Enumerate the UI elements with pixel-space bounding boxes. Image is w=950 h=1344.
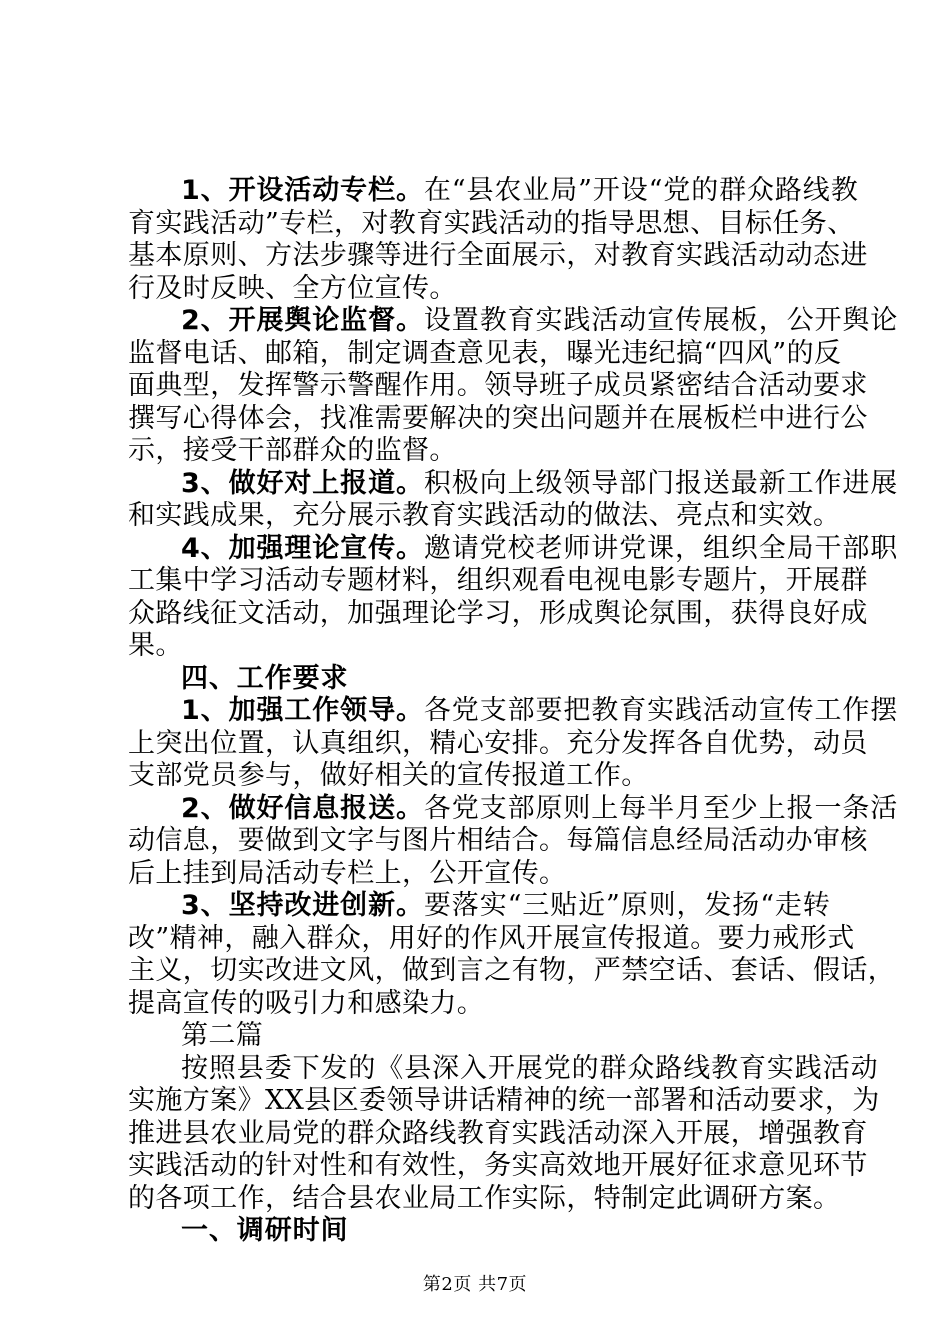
paragraph-line: 提高宣传的吸引力和感染力。: [128, 987, 485, 1019]
paragraph-line: 面典型，发挥警示警醒作用。领导班子成员紧密结合活动要求: [128, 370, 868, 401]
paragraph-line: 育实践活动”专栏，对教育实践活动的指导思想、目标任务、: [128, 207, 855, 239]
paragraph-line: 上突出位置，认真组织，精心安排。充分发挥各自优势，动员: [128, 727, 868, 759]
paragraph-line: 动信息，要做到文字与图片相结合。每篇信息经局活动办审核: [128, 825, 868, 856]
paragraph-text: 在“县农业局”开设“党的群众路线教: [423, 175, 859, 206]
paragraph-line: 主义，切实改进文风，做到言之有物，严禁空话、套话、假话，: [128, 955, 896, 986]
paragraph-information-reporting: [128, 792, 899, 891]
paragraph-heading: 1、加强工作领导。: [181, 695, 424, 726]
paragraph-line: 示，接受干部群众的监督。: [128, 435, 457, 466]
section-heading-requirements: 四、工作要求: [181, 662, 349, 694]
paragraph-upward-reporting: [128, 467, 899, 533]
paragraph-line: 支部党员参与，做好相关的宣传报道工作。: [128, 760, 649, 791]
paragraph-heading: 3、做好对上报道。: [181, 467, 424, 499]
paragraph-intro: [128, 1052, 880, 1216]
part-two-heading: 第二篇: [181, 1020, 264, 1051]
paragraph-heading: 3、坚持改进创新。: [181, 890, 424, 921]
paragraph-line: 行及时反映、全方位宣传。: [128, 272, 457, 304]
paragraph-line: 推进县农业局党的群众路线教育实践活动深入开展，增强教育: [128, 1117, 868, 1149]
paragraph-line: 撰写心得体会，找准需要解决的突出问题并在展板栏中进行公: [128, 402, 868, 434]
paragraph-line: 按照县委下发的《县深入开展党的群众路线教育实践活动: [181, 1052, 879, 1084]
paragraph-theory-promotion: [128, 532, 899, 663]
paragraph-line: 改”精神，融入群众，用好的作风开展宣传报道。要力戒形式: [128, 922, 855, 954]
paragraph-line: 果。: [128, 630, 183, 661]
paragraph-heading: 1、开设活动专栏。: [181, 175, 424, 206]
page-number: 第2页 共7页: [422, 1274, 528, 1295]
paragraph-text: 积极向上级领导部门报送最新工作进展: [423, 467, 899, 499]
paragraph-text: 邀请党校老师讲党课，组织全局干部职: [423, 532, 899, 564]
paragraph-heading: 2、做好信息报送。: [181, 792, 424, 824]
paragraph-column-setup: [128, 175, 868, 305]
paragraph-line: 工集中学习活动专题材料，组织观看电视电影专题片，开展群: [128, 565, 868, 596]
paragraph-heading: 2、开展舆论监督。: [181, 305, 424, 336]
section-heading-research-time: 一、调研时间: [181, 1215, 349, 1246]
paragraph-line: 基本原则、方法步骤等进行全面展示，对教育实践活动动态进: [128, 240, 868, 271]
paragraph-text: 要落实“三贴近”原则，发扬“走转: [423, 890, 831, 921]
paragraph-public-supervision: [128, 305, 899, 468]
paragraph-line: 实施方案》XX县区委领导讲话精神的统一部署和活动要求，为: [128, 1085, 880, 1116]
paragraph-text: 各党支部要把教育实践活动宣传工作摆: [423, 695, 899, 726]
paragraph-strengthen-leadership: [128, 695, 899, 793]
paragraph-text: 各党支部原则上每半月至少上报一条活: [423, 792, 899, 824]
paragraph-line: 众路线征文活动，加强理论学习，形成舆论氛围，获得良好成: [128, 597, 868, 629]
paragraph-text: 设置教育实践活动宣传展板，公开舆论: [423, 305, 899, 336]
paragraph-heading: 4、加强理论宣传。: [181, 532, 424, 564]
paragraph-line: 的各项工作，结合县农业局工作实际，特制定此调研方案。: [128, 1182, 841, 1214]
paragraph-improve-innovate: [128, 890, 896, 1020]
document-body: [128, 175, 899, 1248]
paragraph-line: 后上挂到局活动专栏上，公开宣传。: [128, 857, 567, 889]
paragraph-line: 实践活动的针对性和有效性，务实高效地开展好征求意见环节: [128, 1150, 868, 1181]
paragraph-line: 监督电话、邮箱，制定调查意见表，曝光违纪搞“四风”的反: [128, 337, 842, 369]
paragraph-line: 和实践成果，充分展示教育实践活动的做法、亮点和实效。: [128, 500, 841, 531]
